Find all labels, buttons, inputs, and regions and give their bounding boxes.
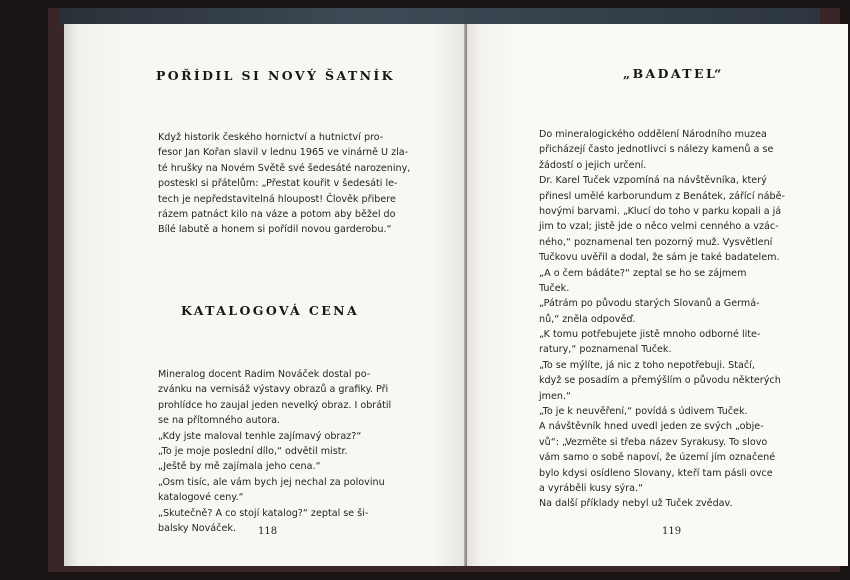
text-line: Tučkovu uvěřil a dodal, že sám je také badatelem. — [539, 252, 780, 264]
text-line: Dr. Karel Tuček vzpomíná na návštěvníka, který — [539, 175, 767, 187]
text-line: jmen.“ — [539, 390, 572, 402]
text-line: „Kdy jste maloval tenhle zajímavý obraz?“ — [158, 430, 362, 442]
text-line: hovými barvami. „Klucí do toho v parku kopali a já — [539, 205, 782, 217]
text-line: Bílé labutě a honem si pořídil novou garderobu.“ — [158, 224, 392, 236]
text-line: „To je moje poslední dílo,“ odvětil mistr. — [158, 445, 348, 457]
text-line: nů,“ zněla odpověď. — [539, 313, 636, 325]
text-line: tech je nepředstavitelná hloupost! Člověk přibere — [158, 193, 396, 205]
text-line: přinesl umělé karborundum z Benátek, zářící nábě- — [539, 190, 785, 202]
text-line: té hrušky na Novém Světě své šedesáté narozeniny, — [158, 162, 411, 174]
story-title-badatel: „BADATEL“ — [623, 66, 724, 81]
story-title-novy-satnik: POŘÍDIL SI NOVÝ ŠATNÍK — [156, 68, 395, 83]
text-line: a vyráběli kusy sýra.“ — [539, 482, 644, 494]
text-line: vů“: „Vezměte si třeba název Syrakusy. To slovo — [539, 436, 768, 448]
text-line: Mineralog docent Radim Nováček dostal po- — [158, 369, 371, 380]
text-line: „K tomu potřebujete jistě mnoho odborné lite- — [539, 329, 761, 341]
page-number-right: 119 — [662, 526, 682, 537]
text-line: balsky Nováček. — [158, 522, 236, 534]
text-line: „Pátrám po původu starých Slovanů a Germá- — [539, 298, 760, 310]
text-line: prohlídce ho zaujal jeden nevelký obraz. I obrátil — [158, 399, 392, 411]
page-number-left: 118 — [258, 526, 278, 537]
text-line: katalogové ceny.“ — [158, 492, 244, 504]
text-line: Do mineralogického oddělení Národního muzea — [539, 129, 767, 140]
text-line: zvánku na vernisáž výstavy obrazů a grafiky. Při — [158, 384, 389, 396]
left-page — [64, 24, 467, 566]
story-title-katalogova-cena: KATALOGOVÁ CENA — [181, 303, 360, 318]
text-line: když se posadím a přemýšlím o původu některých — [539, 375, 781, 387]
story-novy-satnik-text — [158, 130, 410, 238]
text-line: Tuček. — [539, 282, 570, 294]
text-line: vám samo o sobě napoví, že území jím označené — [539, 452, 776, 464]
right-page — [467, 24, 848, 566]
story-badatel-text — [539, 127, 785, 512]
text-line: posteskl si přátelům: „Přestat kouřit v šedesáti le- — [158, 178, 398, 190]
text-line: „Skutečně? A co stojí katalog?“ zeptal se ši- — [158, 507, 369, 519]
text-line: „To je k neuvěření,“ povídá s údivem Tuček. — [539, 406, 748, 418]
text-line: přicházejí často jednotlivci s nálezy kamenů a se — [539, 144, 774, 156]
text-line: jim to vzal; jistě jde o něco velmi cenného a vzác- — [539, 221, 779, 233]
text-line: A návštěvník hned uvedl jeden ze svých „obje- — [539, 421, 764, 433]
text-line: rázem patnáct kilo na váze a potom aby běžel do — [158, 208, 396, 220]
text-line: ného,“ poznamenal ten pozorný muž. Vysvětlení — [539, 236, 773, 248]
text-line: bylo kdysi osídleno Slovany, kteří tam pásli ovce — [539, 467, 773, 479]
text-line: „Osm tisíc, ale vám bych jej nechal za polovinu — [158, 476, 385, 488]
text-line: „A o čem bádáte?“ zeptal se ho se zájmem — [539, 267, 747, 279]
story-katalogova-cena-text — [158, 367, 391, 536]
text-line: žádostí o jejich určení. — [539, 159, 647, 171]
text-line: „To se mýlíte, já nic z toho nepotřebuji. Stačí, — [539, 359, 755, 371]
text-line: Když historik českého hornictví a hutnictví pro- — [158, 132, 384, 143]
text-line: Na další příklady nebyl už Tuček zvědav. — [539, 498, 733, 510]
text-line: se na přítomného autora. — [158, 415, 281, 427]
text-line: „Ještě by mě zajímala jeho cena.“ — [158, 461, 321, 473]
text-line: fesor Jan Kořan slavil v lednu 1965 ve vinárně U zla- — [158, 147, 409, 159]
text-line: ratury,“ poznamenal Tuček. — [539, 344, 672, 356]
